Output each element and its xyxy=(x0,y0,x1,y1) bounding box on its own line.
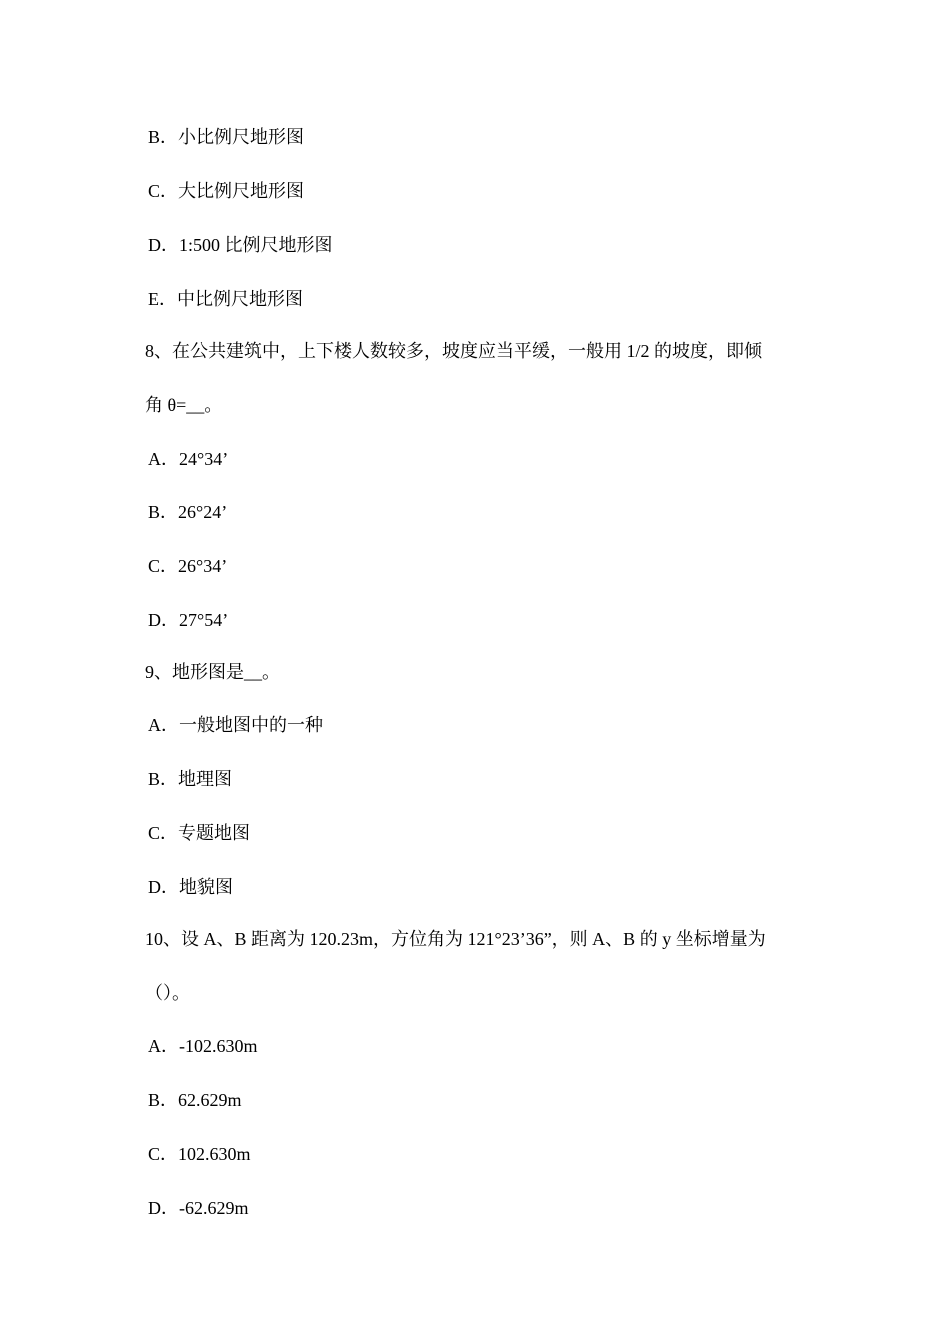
question-10-option-b: B．62.629m xyxy=(148,1090,242,1110)
question-9-stem: 9、地形图是__。 xyxy=(145,662,280,682)
question-10-stem-line1: 10、设 A、B 距离为 120.23m，方位角为 121°23’36”，则 A、B 的 y 坐标增量为 xyxy=(145,929,766,949)
question-8-option-b: B．26°24’ xyxy=(148,502,228,522)
question-9-option-b: B．地理图 xyxy=(148,769,233,789)
option-b-prev: B．小比例尺地形图 xyxy=(148,127,305,147)
question-9-option-a: A．一般地图中的一种 xyxy=(148,715,323,735)
question-8-stem-line2: 角 θ=__。 xyxy=(145,395,223,415)
question-10-option-d: D．-62.629m xyxy=(148,1198,249,1218)
question-8-option-d: D．27°54’ xyxy=(148,610,229,630)
question-10-stem-line2: （）。 xyxy=(145,983,190,1003)
question-10-option-a: A．-102.630m xyxy=(148,1036,258,1056)
option-c-prev: C．大比例尺地形图 xyxy=(148,181,305,201)
question-8-option-a: A．24°34’ xyxy=(148,449,229,469)
option-d-prev: D．1:500 比例尺地形图 xyxy=(148,235,333,255)
option-e-prev: E．中比例尺地形图 xyxy=(148,289,303,309)
question-8-option-c: C．26°34’ xyxy=(148,556,228,576)
question-10-option-c: C．102.630m xyxy=(148,1144,251,1164)
question-9-option-c: C．专题地图 xyxy=(148,823,251,843)
question-9-option-d: D．地貌图 xyxy=(148,877,233,897)
question-8-stem-line1: 8、在公共建筑中，上下楼人数较多，坡度应当平缓，一般用 1/2 的坡度，即倾 xyxy=(145,341,762,361)
